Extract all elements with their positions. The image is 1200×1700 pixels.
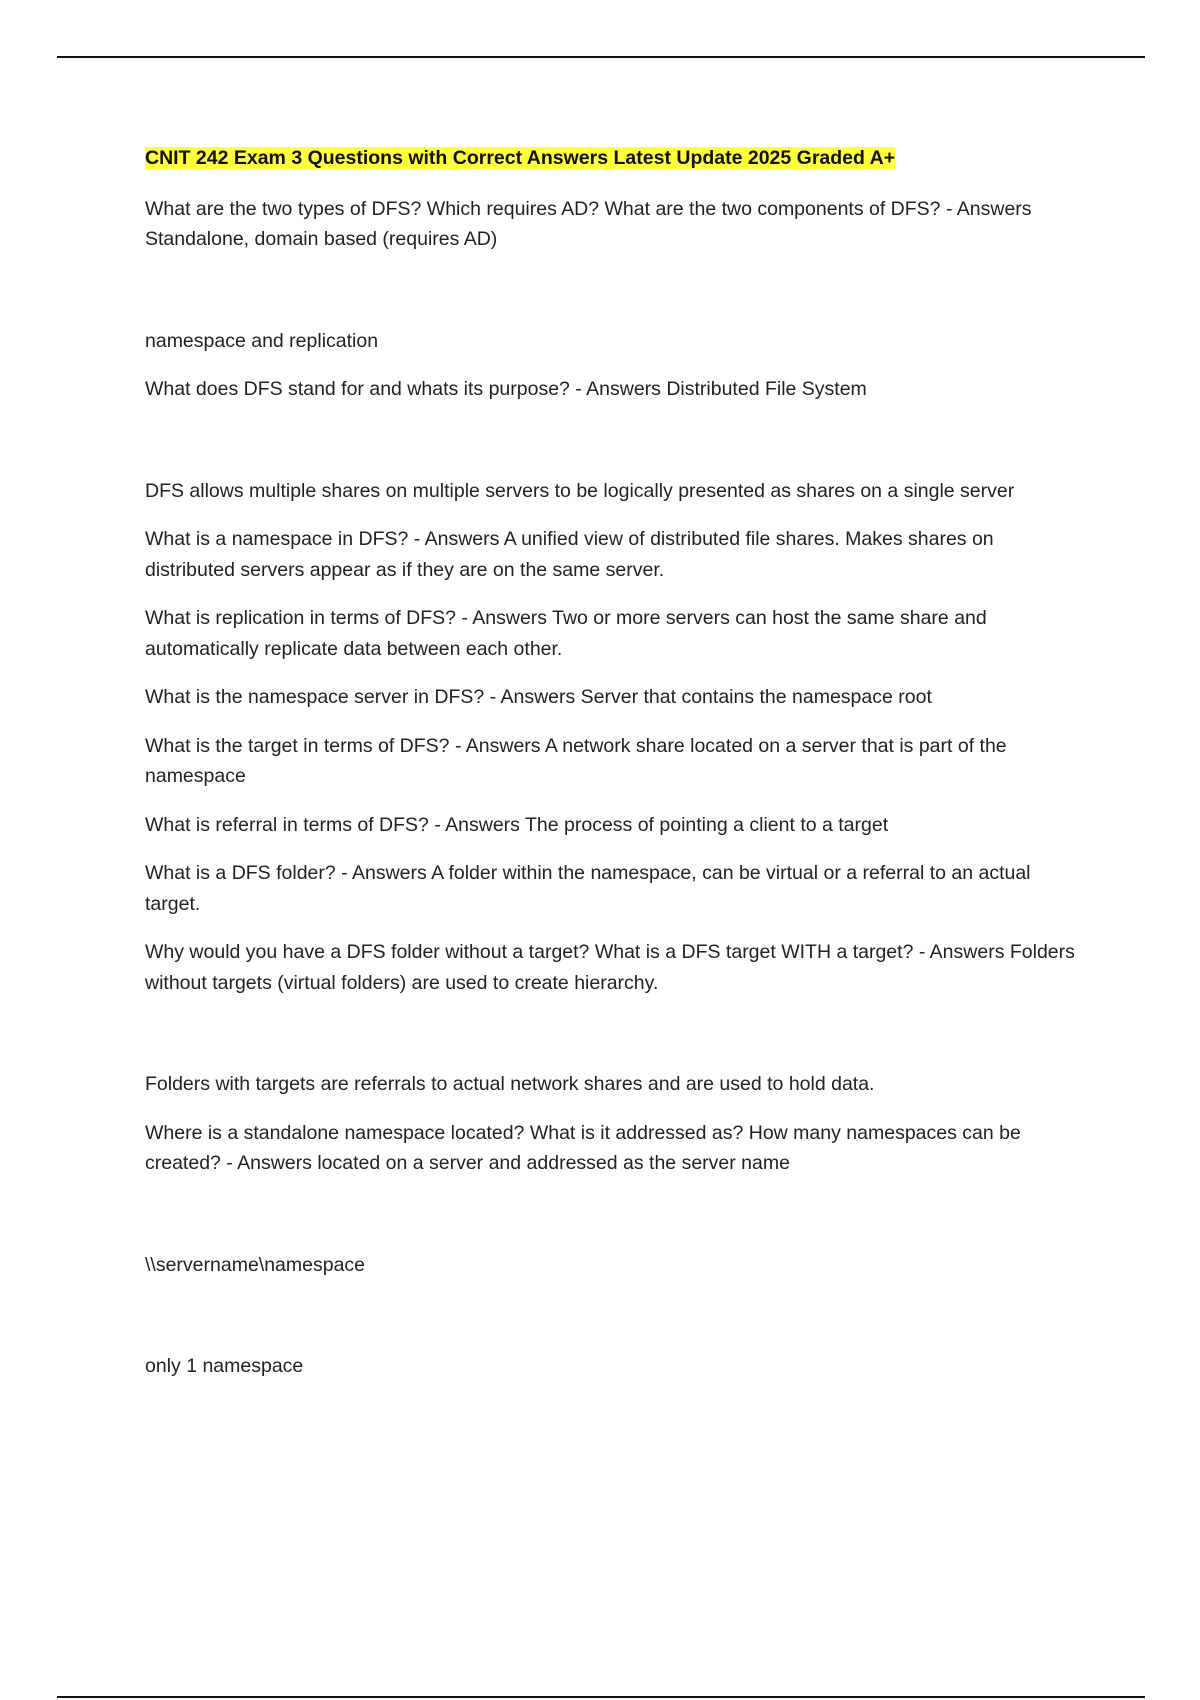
title-line [145, 143, 1080, 174]
document-title: CNIT 242 Exam 3 Questions with Correct Answers Latest Update 2025 Graded A+ [145, 147, 896, 169]
qa-paragraph: What is a namespace in DFS? - Answers A unified view of distributed file shares. Makes shares on distributed servers appear as if they are on the same server. [145, 528, 994, 581]
qa-paragraph: What is the namespace server in DFS? - Answers Server that contains the namespace root [145, 686, 932, 708]
qa-paragraph: What does DFS stand for and whats its purpose? - Answers Distributed File System [145, 378, 867, 400]
qa-paragraph: only 1 namespace [145, 1355, 304, 1377]
qa-paragraph: What is replication in terms of DFS? - Answers Two or more servers can host the same share and automatically replicate data between each other. [145, 607, 987, 660]
document-body [145, 143, 1080, 1382]
qa-paragraph: What are the two types of DFS? Which requires AD? What are the two components of DFS? - Answers Standalone, domain based (requires AD) [145, 197, 1032, 250]
qa-paragraph: Folders with targets are referrals to actual network shares and are used to hold data. [145, 1073, 875, 1095]
qa-paragraph: What is a DFS folder? - Answers A folder within the namespace, can be virtual or a referral to an actual target. [145, 862, 1031, 915]
qa-paragraph: \\servername\namespace [145, 1253, 366, 1276]
qa-paragraph: What is referral in terms of DFS? - Answers The process of pointing a client to a target [145, 813, 889, 836]
qa-paragraph: namespace and replication [145, 329, 379, 352]
qa-paragraph: Why would you have a DFS folder without a target? What is a DFS target WITH a target? - Answers Folders without targets (virtual folders) are used to create hierarchy. [145, 941, 1075, 994]
qa-paragraph: DFS allows multiple shares on multiple servers to be logically presented as shares on a single server [145, 479, 1015, 502]
top-rule [57, 56, 1145, 58]
qa-paragraph: What is the target in terms of DFS? - Answers A network share located on a server that is part of the namespace [145, 734, 1007, 787]
bottom-rule [57, 1696, 1145, 1698]
qa-paragraph: Where is a standalone namespace located? What is it addressed as? How many namespaces can be created? - Answers located on a server and addressed as the server name [145, 1121, 1021, 1174]
